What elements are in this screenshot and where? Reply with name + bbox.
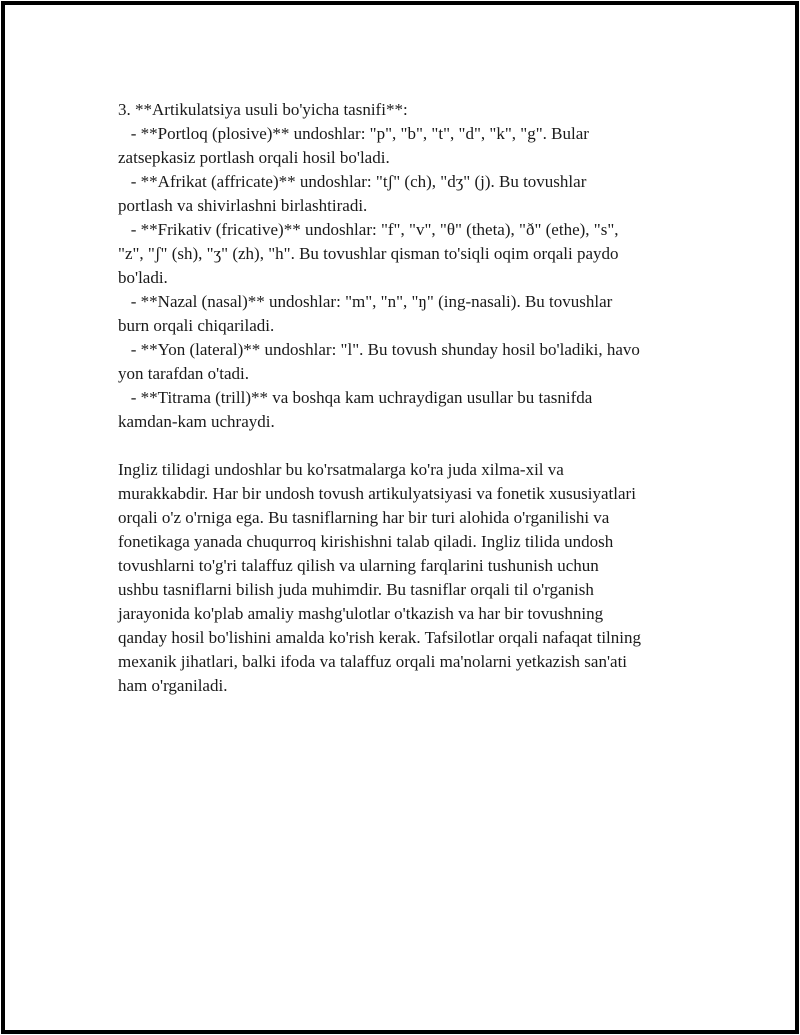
paragraph-line: fonetikaga yanada chuqurroq kirishishni talab qiladi. Ingliz tilida undosh	[118, 532, 614, 551]
paragraph-line: mexanik jihatlari, balki ifoda va talaffuz orqali ma'nolarni yetkazish san'ati	[118, 652, 628, 671]
list-item-nasal-cont: burn orqali chiqariladi.	[118, 316, 275, 335]
list-item-fricative: - **Frikativ (fricative)** undoshlar: "f", "v", "θ" (theta), "ð" (ethe), "s",	[118, 220, 619, 239]
paragraph-line: orqali o'z o'rniga ega. Bu tasniflarning har bir turi alohida o'rganilishi va	[118, 508, 610, 527]
paragraph-line: qanday hosil bo'lishini amalda ko'rish kerak. Tafsilotlar orqali nafaqat tilning	[118, 628, 641, 647]
list-item-trill: - **Titrama (trill)** va boshqa kam uchraydigan usullar bu tasnifda	[118, 388, 593, 407]
list-item-plosive: - **Portloq (plosive)** undoshlar: "p", "b", "t", "d", "k", "g". Bular	[118, 124, 589, 143]
list-item-trill-cont: kamdan-kam uchraydi.	[118, 412, 275, 431]
document-body	[118, 98, 698, 698]
section-articulation-manner	[118, 98, 698, 434]
list-item-nasal: - **Nazal (nasal)** undoshlar: "m", "n", "ŋ" (ing-nasali). Bu tovushlar	[118, 292, 613, 311]
page-frame	[1, 1, 799, 1034]
paragraph-spacer	[118, 434, 698, 458]
paragraph-line: ham o'rganiladi.	[118, 676, 228, 695]
paragraph-line: Ingliz tilidagi undoshlar bu ko'rsatmalarga ko'ra juda xilma-xil va	[118, 460, 564, 479]
list-item-fricative-cont: "z", "ʃ" (sh), "ʒ" (zh), "h". Bu tovushlar qisman to'siqli oqim orqali paydo	[118, 244, 619, 263]
list-item-affricate: - **Afrikat (affricate)** undoshlar: "tʃ" (ch), "dʒ" (j). Bu tovushlar	[118, 172, 587, 191]
list-item-fricative-cont2: bo'ladi.	[118, 268, 168, 287]
paragraph-line: jarayonida ko'plab amaliy mashg'ulotlar o'tkazish va har bir tovushning	[118, 604, 604, 623]
paragraph-line: tovushlarni to'g'ri talaffuz qilish va ularning farqlarini tushunish uchun	[118, 556, 599, 575]
paragraph-line: murakkabdir. Har bir undosh tovush artikulyatsiyasi va fonetik xususiyatlari	[118, 484, 636, 503]
list-item-affricate-cont: portlash va shivirlashni birlashtiradi.	[118, 196, 368, 215]
list-item-lateral: - **Yon (lateral)** undoshlar: "l". Bu tovush shunday hosil bo'ladiki, havo	[118, 340, 640, 359]
list-item-lateral-cont: yon tarafdan o'tadi.	[118, 364, 249, 383]
paragraph-line: ushbu tasniflarni bilish juda muhimdir. Bu tasniflar orqali til o'rganish	[118, 580, 594, 599]
list-item-plosive-cont: zatsepkasiz portlash orqali hosil bo'ladi.	[118, 148, 390, 167]
summary-paragraph	[118, 458, 698, 698]
section-heading: 3. **Artikulatsiya usuli bo'yicha tasnifi**:	[118, 100, 408, 119]
